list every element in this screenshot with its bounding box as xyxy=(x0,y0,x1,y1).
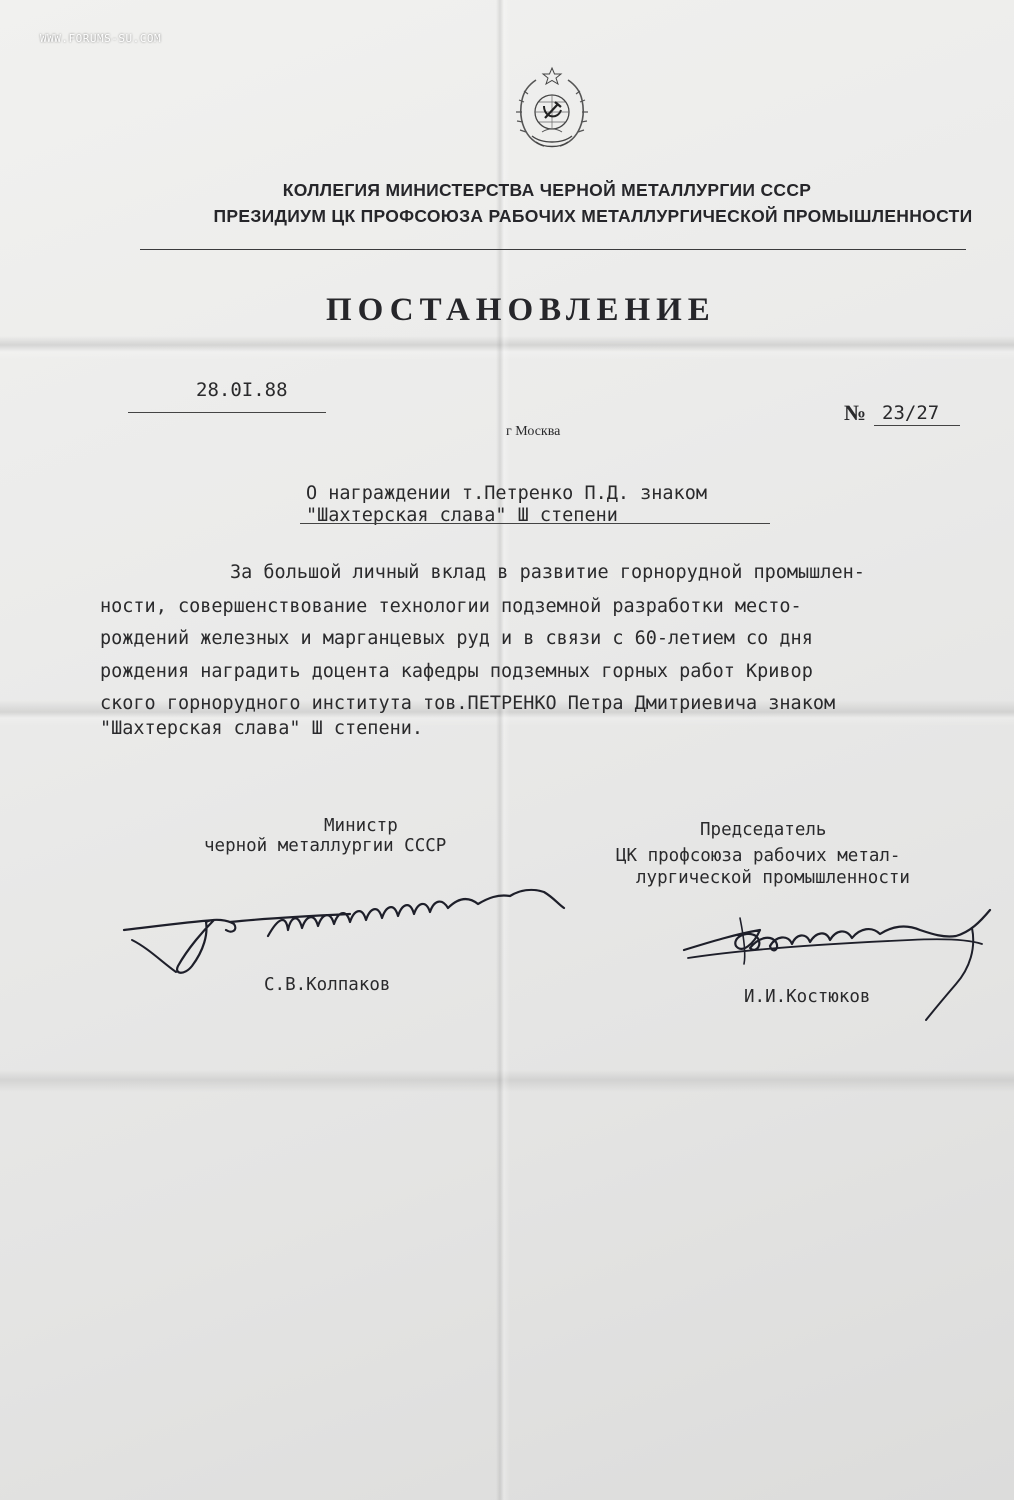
right-signatory-title-line-3: лургической промышленности xyxy=(636,868,910,888)
issuing-body-line-2: ПРЕЗИДИУМ ЦК ПРОФСОЮЗА РАБОЧИХ МЕТАЛЛУРГИЧЕСКОЙ ПРОМЫШЛЕННОСТИ xyxy=(213,206,973,226)
number-sign: № xyxy=(844,400,867,425)
subject-underline xyxy=(300,523,770,524)
body-text-line: ности, совершенствование технологии подземной разработки место- xyxy=(100,596,802,617)
number-underline xyxy=(874,425,960,426)
subject-line-2: "Шахтерская слава" Ш степени xyxy=(306,505,618,526)
watermark-text: WWW.FORUMS-SU.COM xyxy=(40,32,162,45)
right-signatory-title-line-1: Председатель xyxy=(700,820,827,840)
right-signatory-title-line-2: ЦК профсоюза рабочих метал- xyxy=(616,846,901,866)
left-signatory-name: С.В.Колпаков xyxy=(264,975,391,995)
issuing-body-line-1: КОЛЛЕГИЯ МИНИСТЕРСТВА ЧЕРНОЙ МЕТАЛЛУРГИИ СССР xyxy=(282,180,812,200)
body-text-line: рождений железных и марганцевых руд и в связи с 60-летием со дня xyxy=(100,628,813,649)
header-divider xyxy=(140,249,966,250)
body-text-line: рождения наградить доцента кафедры подземных горных работ Кривор xyxy=(100,661,813,682)
document-number: 23/27 xyxy=(882,402,940,424)
right-signatory-name: И.И.Костюков xyxy=(744,987,871,1007)
body-text-line: "Шахтерская слава" Ш степени. xyxy=(100,718,424,739)
document-city: г Москва xyxy=(506,424,561,439)
body-text-line: За большой личный вклад в развитие горнорудной промышлен- xyxy=(230,562,865,583)
document-type-title: ПОСТАНОВЛЕНИЕ xyxy=(326,292,716,328)
ussr-coat-of-arms-icon xyxy=(514,66,590,152)
left-signatory-title-line-2: черной металлургии СССР xyxy=(204,836,447,856)
subject-line-1: О награждении т.Петренко П.Д. знаком xyxy=(306,483,707,504)
date-underline xyxy=(128,412,326,413)
handwritten-signature-icon xyxy=(118,878,578,988)
body-text-line: ского горнорудного института тов.ПЕТРЕНКО Петра Дмитриевича знаком xyxy=(100,693,836,714)
document-date: 28.0I.88 xyxy=(196,379,288,401)
left-signatory-title-line-1: Министр xyxy=(324,816,398,836)
